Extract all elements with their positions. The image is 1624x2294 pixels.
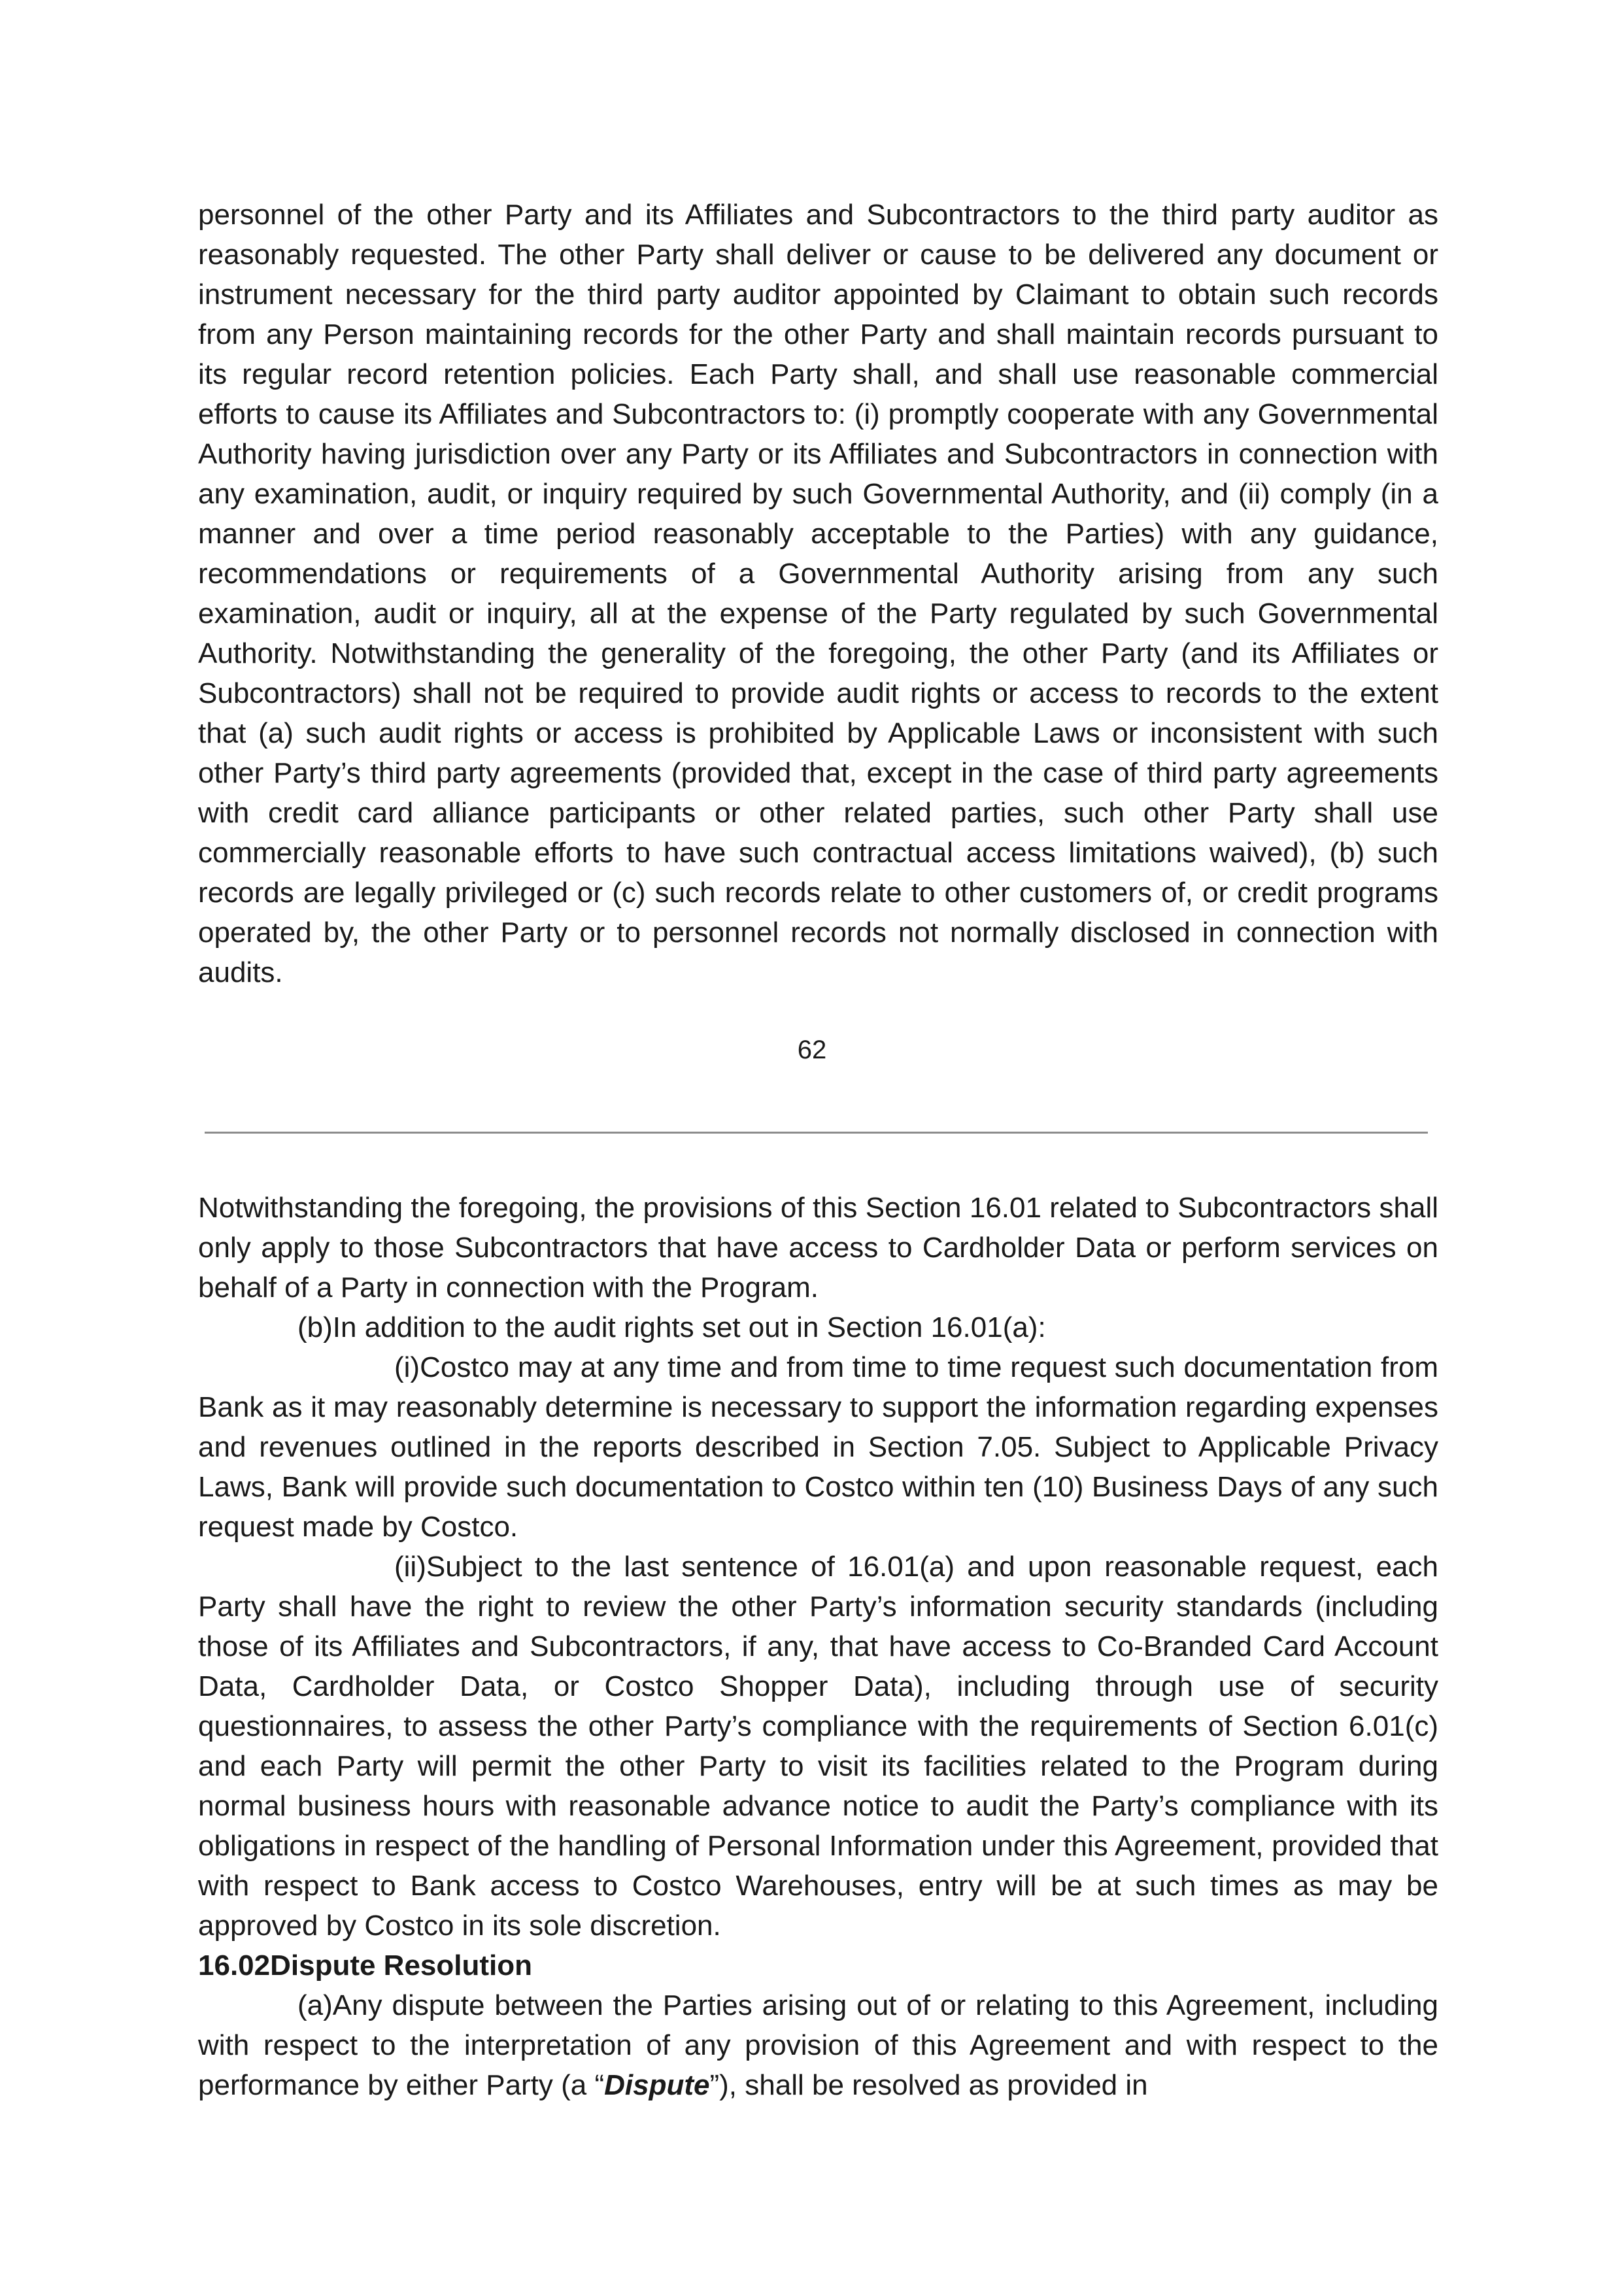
page-break-divider (205, 1132, 1428, 1134)
clause-a-paragraph (198, 1985, 1438, 2105)
clause-a-text-start: (a)Any dispute between the Parties arising out of or relating to this Agreement, including with respect to the interpretation of any provision of this Agreement and with respect to the performance by either Party (a “ (198, 1989, 1438, 2101)
clause-b-ii-paragraph: (ii)Subject to the last sentence of 16.01(a) and upon reasonable request, each Party shall have the right to review the other Party’s information security standards (including those of its Affiliates and Subcontractors, if any, that have access to Co-Branded Card Account Data, Cardholder Data, or Costco Shopper Data), including through use of security questionnaires, to assess the other Party’s compliance with the requirements of Section 6.01(c) and each Party will permit the other Party to visit its facilities related to the Program during normal business hours with reasonable advance notice to audit the Party’s compliance with its obligations in respect of the handling of Personal Information under this Agreement, provided that with respect to Bank access to Costco Warehouses, entry will be at such times as may be approved by Costco in its sole discretion. (198, 1551, 1438, 1942)
page-number: 62 (797, 1036, 827, 1064)
next-page-content (198, 1188, 1438, 2105)
clause-b-i-paragraph: (i)Costco may at any time and from time to time request such documentation from Bank as it may reasonably determine is necessary to support the information regarding expenses and revenues outlined in the reports described in Section 7.05. Subject to Applicable Privacy Laws, Bank will provide such documentation to Costco within ten (10) Business Days of any such request made by Costco. (198, 1351, 1438, 1543)
clause-b-paragraph: (b)In addition to the audit rights set out in Section 16.01(a): (297, 1311, 1046, 1343)
defined-term: Dispute (604, 2069, 710, 2101)
body-paragraph (198, 195, 1438, 992)
section-heading: 16.02Dispute Resolution (198, 1949, 533, 1982)
clause-a-text-end: ”), shall be resolved as provided in (709, 2069, 1148, 2101)
paragraph-text: personnel of the other Party and its Affiliates and Subcontractors to the third party auditor as reasonably requested. The other Party shall deliver or cause to be delivered any document or instrument necessary for the third party auditor appointed by Claimant to obtain such records from any Person maintaining records for the other Party and shall maintain records pursuant to its regular record retention policies. Each Party shall, and shall use reasonable commercial efforts to cause its Affiliates and Subcontractors to: (i) promptly cooperate with any Governmental Authority having jurisdiction over any Party or its Affiliates and Subcontractors in connection with any examination, audit, or inquiry required by such Governmental Authority, and (ii) comply (in a manner and over a time period reasonably acceptable to the Parties) with any guidance, recommendations or requirements of a Governmental Authority arising from any such examination, audit or inquiry, all at the expense of the Party regulated by such Governmental Authority. Notwithstanding the generality of the foregoing, the other Party (and its Affiliates or Subcontractors) shall not be required to provide audit rights or access to records to the extent that (a) such audit rights or access is prohibited by Applicable Laws or inconsistent with such other Party’s third party agreements (provided that, except in the case of third party agreements with credit card alliance participants or other related parties, such other Party shall use commercially reasonable efforts to have such contractual access limitations waived), (b) such records are legally privileged or (c) such records relate to other customers of, or credit programs operated by, the other Party or to personnel records not normally disclosed in connection with audits. (198, 199, 1438, 988)
subcontractor-paragraph: Notwithstanding the foregoing, the provisions of this Section 16.01 related to Subcontractors shall only apply to those Subcontractors that have access to Cardholder Data or perform services on behalf of a Party in connection with the Program. (198, 1192, 1438, 1304)
